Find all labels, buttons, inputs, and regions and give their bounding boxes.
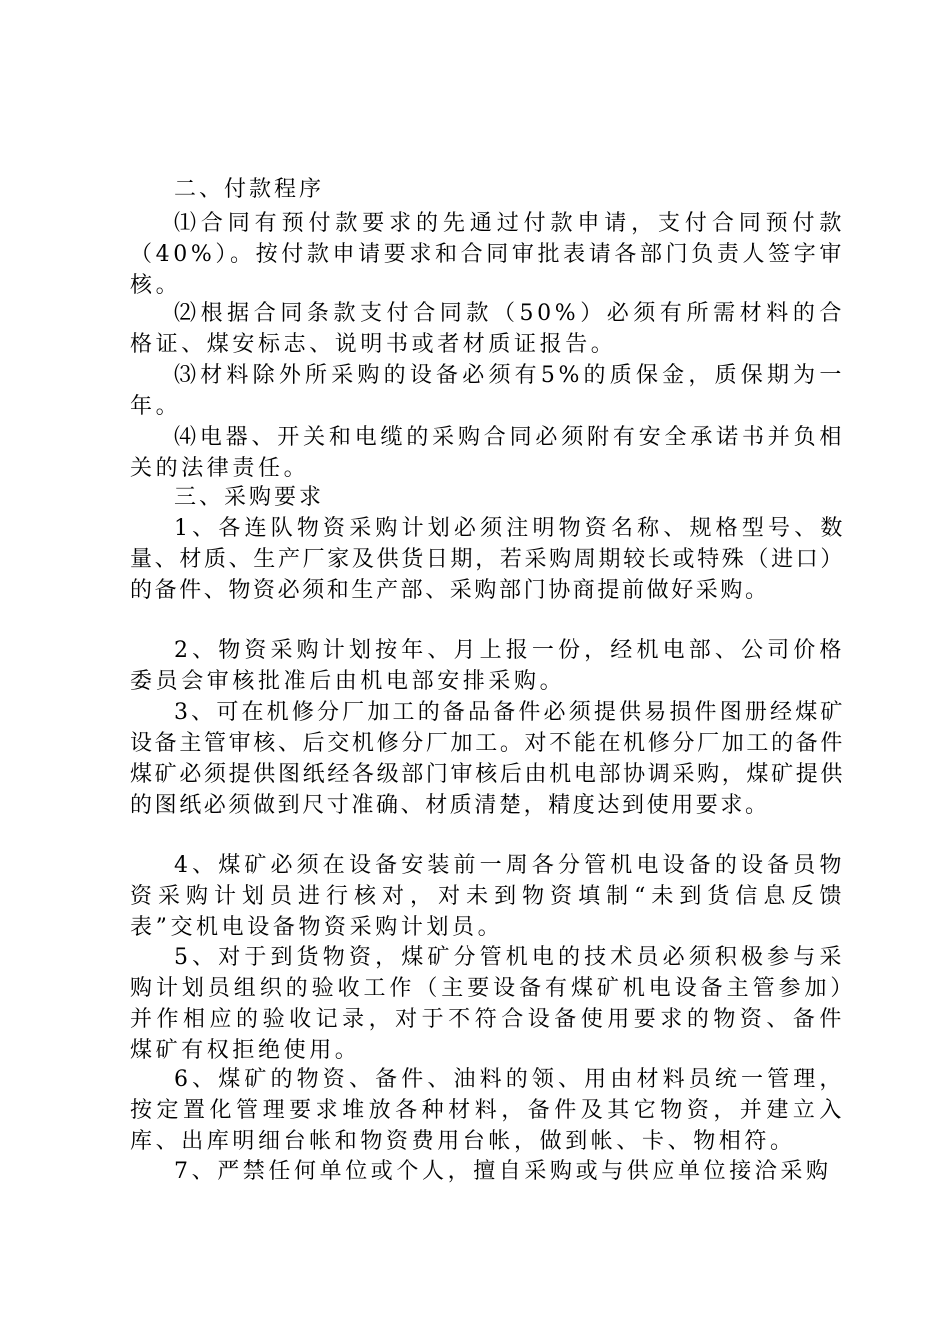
section-heading-payment: 二、付款程序 (174, 177, 325, 202)
paragraph-procurement-6: 6、煤矿的物资、备件、油料的领、用由材料员统一管理，按定置化管理要求堆放各种材料，备件及其它物资，并建立入库、出库明细台帐和物资费用台帐，做到帐、卡、物相符。 (130, 1067, 845, 1154)
paragraph-payment-4: ⑷电器、开关和电缆的采购合同必须附有安全承诺书并负相关的法律责任。 (130, 425, 845, 481)
paragraph-procurement-2: 2、物资采购计划按年、月上报一份，经机电部、公司价格委员会审核批准后由机电部安排采购。 (130, 638, 845, 694)
paragraph-procurement-7: 7、严禁任何单位或个人，擅自采购或与供应单位接洽采购 (174, 1159, 832, 1184)
paragraph-procurement-4: 4、煤矿必须在设备安装前一周各分管机电设备的设备员物资采购计划员进行核对，对未到物资填制“未到货信息反馈表”交机电设备物资采购计划员。 (130, 853, 845, 940)
paragraph-procurement-3: 3、可在机修分厂加工的备品备件必须提供易损件图册经煤矿设备主管审核、后交机修分厂加工。对不能在机修分厂加工的备件煤矿必须提供图纸经各级部门审核后由机电部协调采购，煤矿提供的图纸必须做到尺寸准确、材质清楚，精度达到使用要求。 (130, 700, 845, 818)
paragraph-payment-3: ⑶材料除外所采购的设备必须有5%的质保金，质保期为一年。 (130, 363, 845, 419)
paragraph-payment-1: ⑴合同有预付款要求的先通过付款申请，支付合同预付款（40%）。按付款申请要求和合同审批表请各部门负责人签字审核。 (130, 211, 845, 298)
section-heading-procurement: 三、采购要求 (174, 485, 325, 510)
paragraph-procurement-5: 5、对于到货物资，煤矿分管机电的技术员必须积极参与采购计划员组织的验收工作（主要设备有煤矿机电设备主管参加）并作相应的验收记录，对于不符合设备使用要求的物资、备件煤矿有权拒绝使用。 (130, 945, 845, 1063)
paragraph-procurement-1: 1、各连队物资采购计划必须注明物资名称、规格型号、数量、材质、生产厂家及供货日期，若采购周期较长或特殊（进口）的备件、物资必须和生产部、采购部门协商提前做好采购。 (130, 516, 845, 603)
paragraph-payment-2: ⑵根据合同条款支付合同款（50%）必须有所需材料的合格证、煤安标志、说明书或者材质证报告。 (130, 301, 845, 357)
